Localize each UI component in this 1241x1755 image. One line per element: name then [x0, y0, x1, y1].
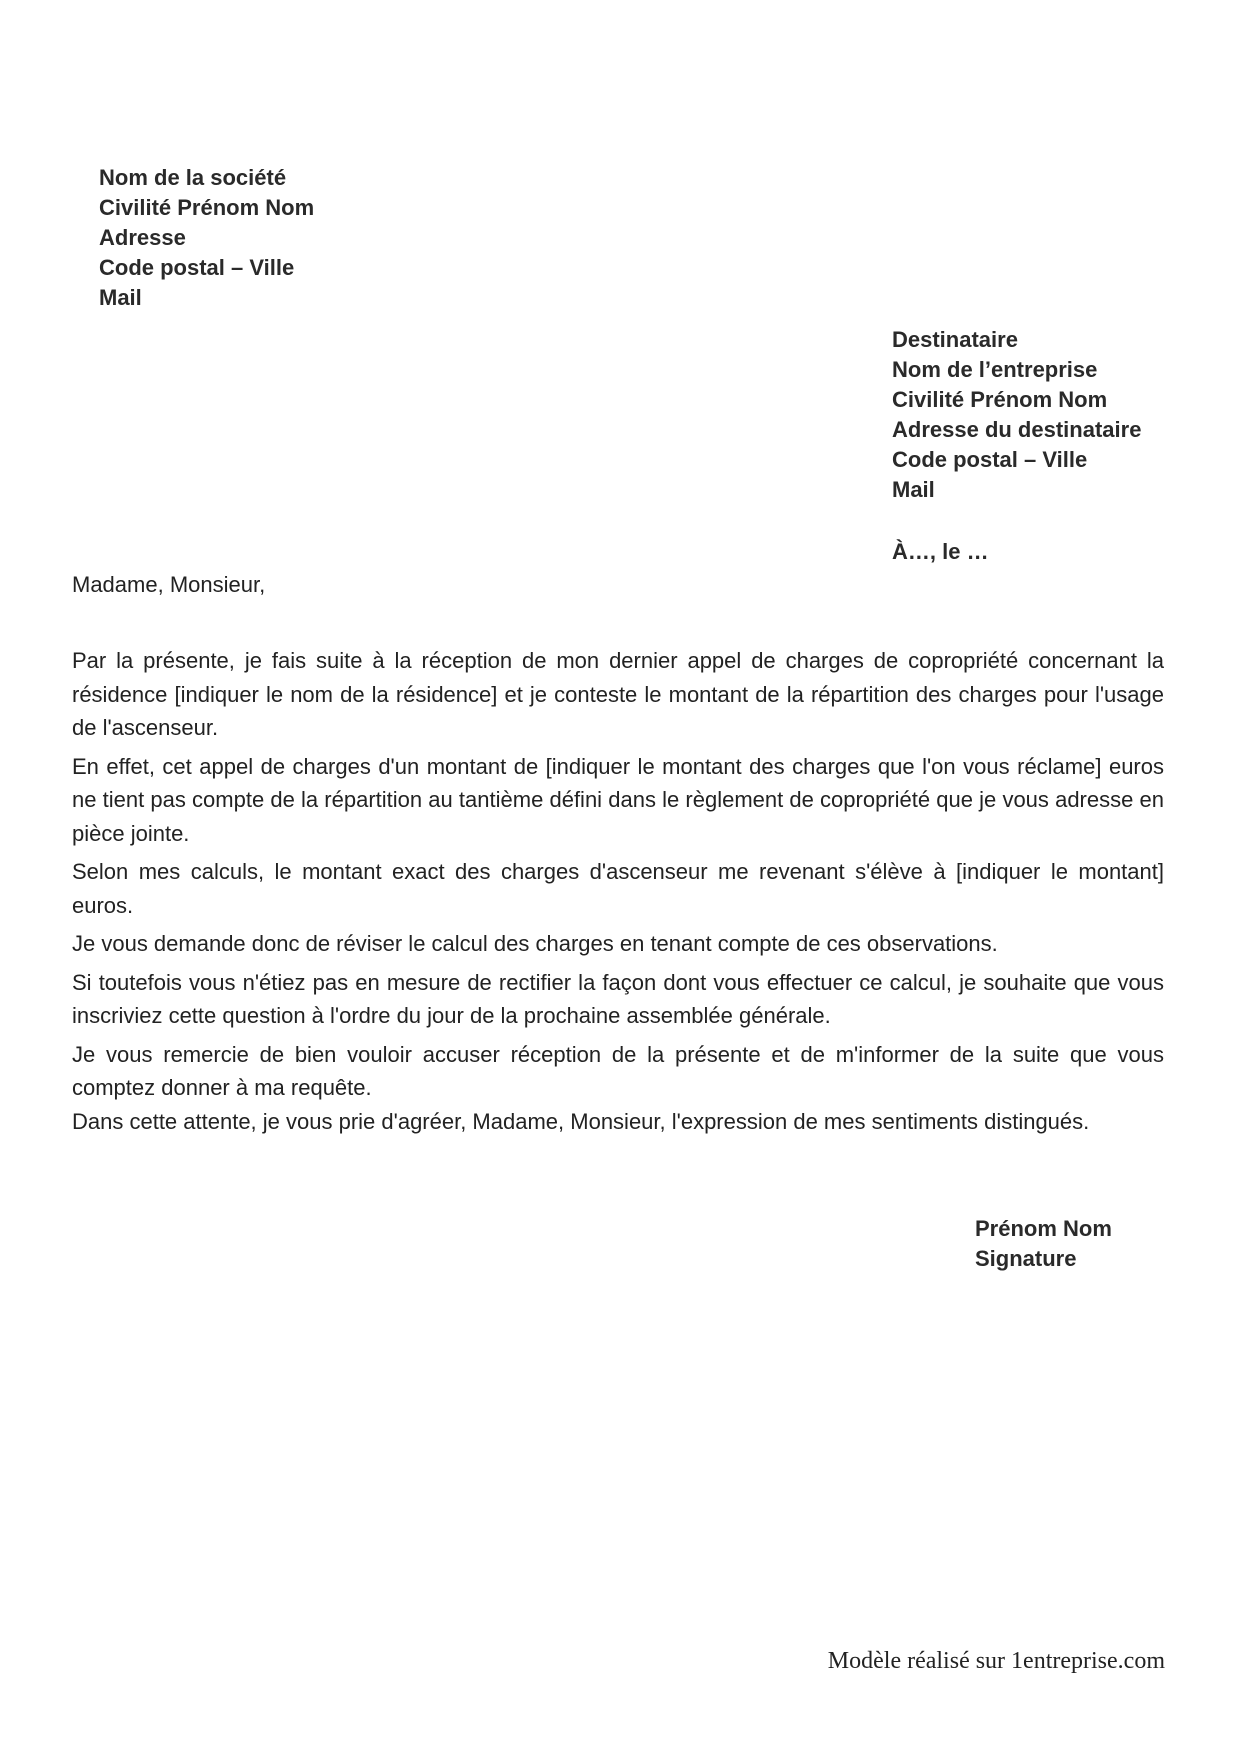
sender-address: Adresse [99, 225, 186, 250]
sender-mail: Mail [99, 285, 142, 310]
signature-name: Prénom Nom [975, 1216, 1112, 1241]
sender-company: Nom de la société [99, 165, 287, 190]
recipient-name: Civilité Prénom Nom [892, 387, 1108, 412]
sender-city: Code postal – Ville [99, 255, 295, 280]
paragraph-1: Par la présente, je fais suite à la réception de mon dernier appel de charges de copropriété concernant la résidence [indiquer le nom de la résidence] et je conteste le montant de la répartition des charges pour l'usage de l'ascenseur. [72, 648, 1164, 740]
footer-credit: Modèle réalisé sur 1entreprise.com [827, 1648, 1165, 1674]
paragraph-3: Selon mes calculs, le montant exact des charges d'ascenseur me revenant s'élève à [indiquer le montant] euros. [72, 859, 1164, 918]
salutation: Madame, Monsieur, [72, 572, 266, 597]
recipient-company: Nom de l’entreprise [892, 357, 1098, 382]
sender-name: Civilité Prénom Nom [99, 195, 315, 220]
signature-block [975, 1214, 1112, 1274]
recipient-block [892, 325, 1141, 505]
paragraph-7: Dans cette attente, je vous prie d'agréer, Madame, Monsieur, l'expression de mes sentiments distingués. [72, 1108, 1090, 1134]
sender-block [99, 163, 314, 313]
date-place-line: À…, le … [892, 539, 989, 564]
paragraph-4: Je vous demande donc de réviser le calcul des charges en tenant compte de ces observations. [72, 931, 998, 956]
recipient-city: Code postal – Ville [892, 447, 1088, 472]
paragraph-6: Je vous remercie de bien vouloir accuser réception de la présente et de m'informer de la suite que vous comptez donner à ma requête. [72, 1041, 1164, 1100]
recipient-mail: Mail [892, 477, 935, 502]
recipient-label: Destinataire [892, 327, 1018, 352]
signature-label: Signature [975, 1246, 1077, 1271]
recipient-address: Adresse du destinataire [892, 417, 1142, 442]
letter-body [72, 644, 1164, 1143]
paragraph-2: En effet, cet appel de charges d'un montant de [indiquer le montant des charges que l'on vous réclame] euros ne tient pas compte de la répartition au tantième défini dans le règlement de copropriété que je vous adresse en pièce jointe. [72, 753, 1164, 846]
paragraph-5: Si toutefois vous n'étiez pas en mesure de rectifier la façon dont vous effectuer ce calcul, je souhaite que vous inscriviez cette question à l'ordre du jour de la prochaine assemblée générale. [72, 969, 1164, 1028]
